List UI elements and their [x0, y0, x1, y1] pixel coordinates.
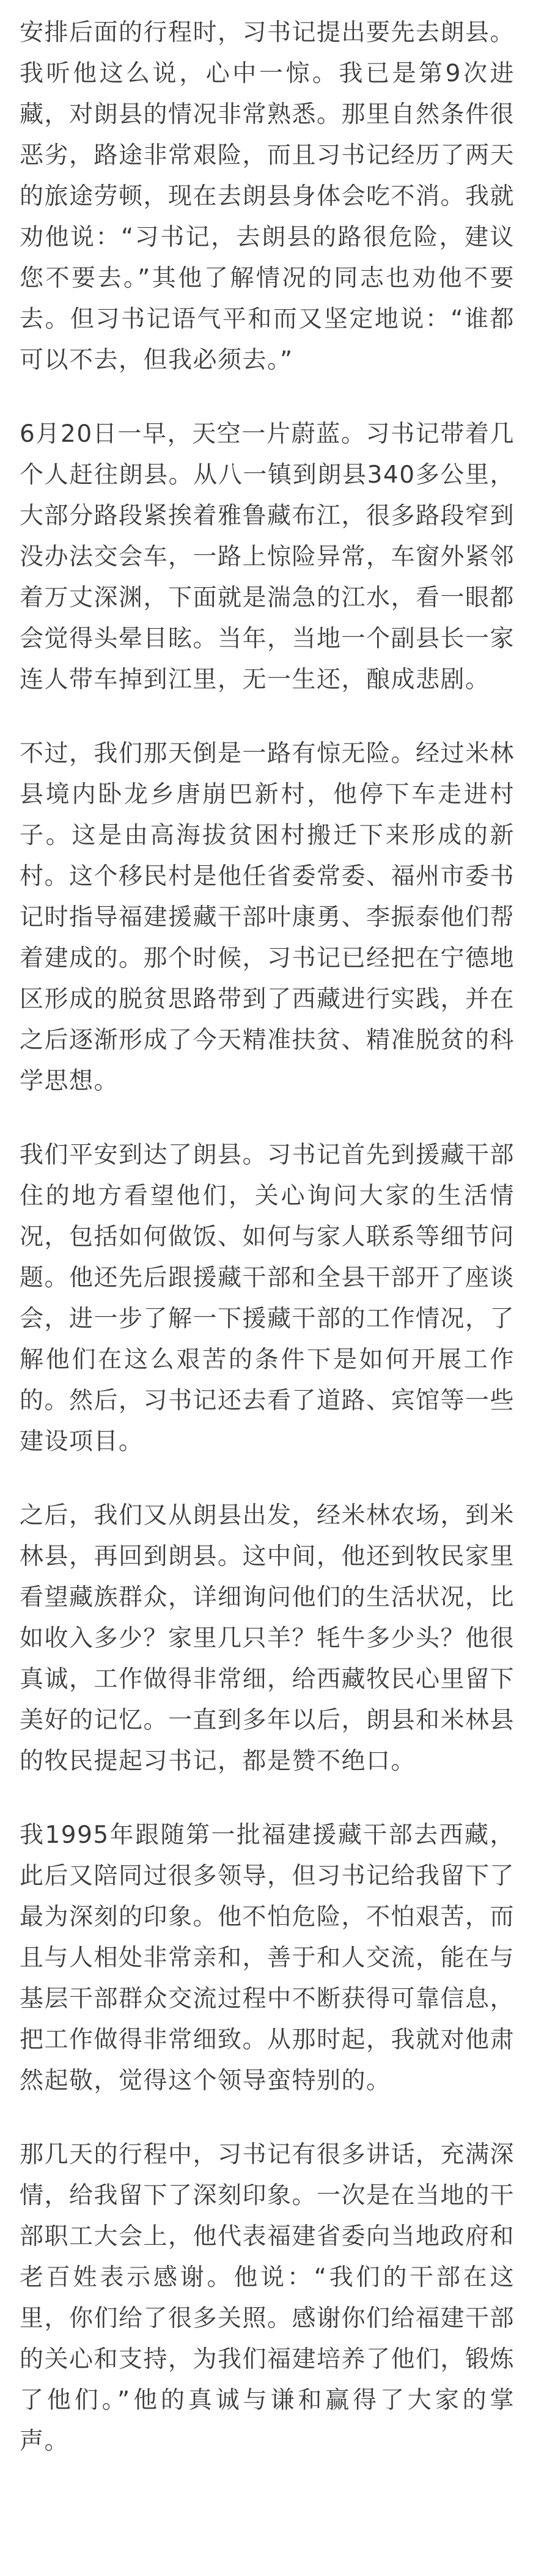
- paragraph-6: 我1995年跟随第一批福建援藏干部去西藏，此后又陪同过很多领导，但习书记给我留下了最为深刻的印象。他不怕危险，不怕艰苦，而且与人相处非常亲和，善于和人交流，能在与基层干部群众交流过程中不断获得可靠信息，把工作做得非常细致。从那时起，我就对他肃然起敬，觉得这个领导蛮特别的。: [20, 1821, 515, 2095]
- paragraph-3: 不过，我们那天倒是一路有惊无险。经过米林县境内卧龙乡唐崩巴新村，他停下车走进村子。这是由高海拔贫困村搬迁下来形成的新村。这个移民村是他任省委常委、福州市委书记时指导福建援藏干部叶康勇、李振泰他们帮着建成的。那个时候，习书记已经把在宁德地区形成的脱贫思路带到了西藏进行实践，并在之后逐渐形成了今天精准扶贫、精准脱贫的科学思想。: [20, 740, 515, 1095]
- paragraph-7: 那几天的行程中，习书记有很多讲话，充满深情，给我留下了深刻印象。一次是在当地的干部职工大会上，他代表福建省委向当地政府和老百姓表示感谢。他说：“我们的干部在这里，你们给了很多关照。感谢你们给福建干部的关心和支持，为我们福建培养了他们，锻炼了他们。”他的真诚与谦和赢得了大家的掌声。: [20, 2141, 515, 2455]
- paragraph-1: 安排后面的行程时，习书记提出要先去朗县。我听他这么说，心中一惊。我已是第9次进藏，对朗县的情况非常熟悉。那里自然条件很恶劣，路途非常艰险，而且习书记经历了两天的旅途劳顿，现在去朗县身体会吃不消。我就劝他说：“习书记，去朗县的路很危险，建议您不要去。”其他了解情况的同志也劝他不要去。但习书记语气平和而又坚定地说：“谁都可以不去，但我必须去。”: [20, 19, 515, 374]
- paragraph-4: 我们平安到达了朗县。习书记首先到援藏干部住的地方看望他们，关心询问大家的生活情况，包括如何做饭、如何与家人联系等细节问题。他还先后跟援藏干部和全县干部开了座谈会，进一步了解一下援藏干部的工作情况，了解他们在这么艰苦的条件下是如何开展工作的。然后，习书记还去看了道路、宾馆等一些建设项目。: [20, 1141, 515, 1455]
- paragraph-2: 6月20日一早，天空一片蔚蓝。习书记带着几个人赶往朗县。从八一镇到朗县340多公里，大部分路段紧挨着雅鲁藏布江，很多路段窄到没办法交会车，一路上惊险异常，车窗外紧邻着万丈深渊，下面就是湍急的江水，看一眼都会觉得头晕目眩。当年，当地一个副县长一家连人带车掉到江里，无一生还，酿成悲剧。: [20, 420, 515, 693]
- paragraph-5: 之后，我们又从朗县出发，经米林农场，到米林县，再回到朗县。这中间，他还到牧民家里看望藏族群众，详细询问他们的生活状况，比如收入多少？家里几只羊？牦牛多少头？他很真诚，工作做得非常细，给西藏牧民心里留下美好的记忆。一直到多年以后，朗县和米林县的牧民提起习书记，都是赞不绝口。: [20, 1502, 515, 1775]
